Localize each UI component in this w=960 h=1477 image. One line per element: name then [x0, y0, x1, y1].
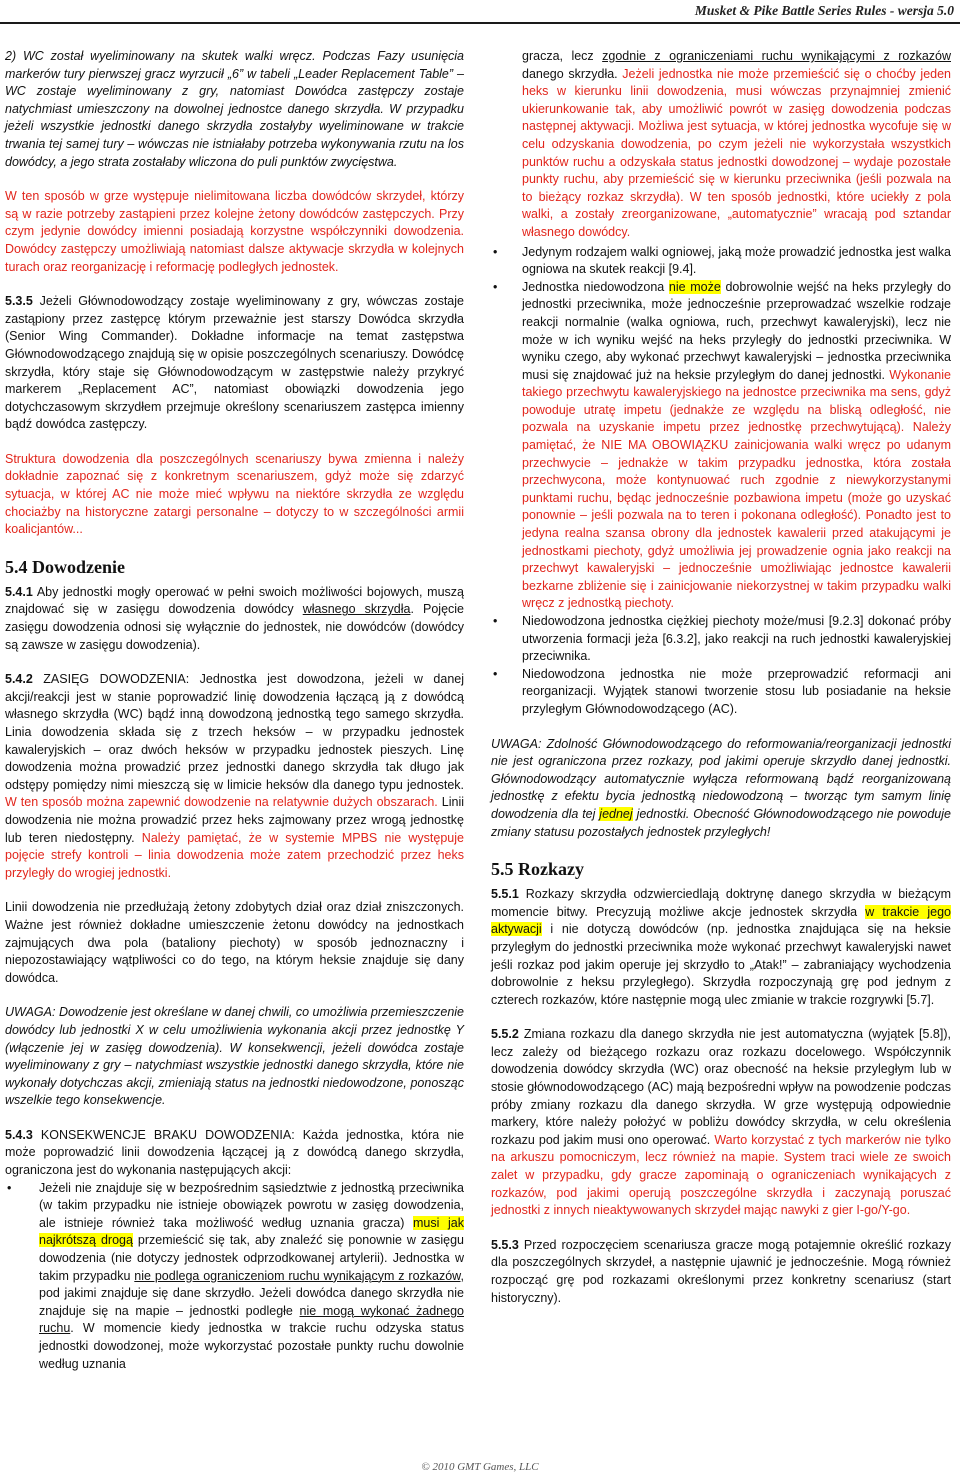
text-span: Przed rozpoczęciem scenariusza gracze mogą potajemnie określić rozkazy dla poszczególnych skrzydeł, a następnie ujawnić je jednocześnie. Mogą również rozpocząć grę pod rozkazami określonymi przez konkretny scenariusz (start historyczny). — [491, 1237, 951, 1305]
text-span: Jednostka niedowodzona — [522, 279, 669, 294]
underlined-text: nie podlega ograniczeniom ruchu wynikającym z rozkazów — [134, 1268, 461, 1283]
paragraph-5-5-3 — [491, 1237, 951, 1307]
paragraph-5-5-2 — [491, 1026, 951, 1220]
text-span: , pod jakimi znajduje się dane skrzydło. Jeżeli dowódca danego skrzydła nie znajduje się na mapie – jednostki podległe — [39, 1268, 464, 1318]
red-text: Należy pamiętać, że w systemie MPBS nie występuje pojęcie strefy kontroli – linia dowodzenia może zatem przechodzić przez heks przyległy do wrogiej jednostki. — [5, 830, 464, 880]
page-header — [0, 0, 960, 24]
text-span: Jeżeli Głównodowodzący zostaje wyeliminowany z gry, wówczas zostaje zastąpiony przez zastępcę którym przeważnie jest starszy Dowódca skrzydła (Senior Wing Commander). Dokładne informacje na temat zastępstwa Głównodowodzącego znajdują się w opisie poszczególnych scenariuszy. Dowódcę skrzydła, który staje się Głównodowodzącym w zastępstwie należy przykryć markerem „Replacement AC”, natomiast obowiązki dowodzenia jego dotychczasowym skrzydłem przejmuje określony scenariuszem zastępca imienny bądź dowódca zastępczy. — [5, 294, 464, 432]
text-span: . W momencie kiedy jednostka w trakcie ruchu odzyska status jednostki dowodzonej, może wykorzystać pozostałe punkty ruchu dowolnie według uznania — [39, 1321, 464, 1371]
text-span: Rozkazy skrzydła odzwierciedlają doktrynę danego skrzydła w bieżącym momencie bitwy. Precyzują możliwe akcje jednostek skrzydła — [491, 887, 951, 919]
section-heading-5-5: 5.5 Rozkazy — [491, 859, 584, 880]
paragraph-command-structure: Struktura dowodzenia dla poszczególnych scenariuszy bywa zmienna i należy dokładnie zapoznać się z konkretnym scenariuszem, gdyż może się zdarzyć sytuacja, w której AC nie może mieć wpływu na niektóre skrzydła ze względu chociażby na historyczne zatargi personalne – dotyczy to w szczególności armii koalicjantów... — [5, 451, 464, 537]
red-text: Wykonanie takiego przechwytu kawaleryjskiego na jednostce przeciwnika ma sens, gdyż powoduje utratę impetu (jednakże ze względu na bliską odległość, nie pozwala na uzyskanie impetu przez jednostkę przechwytującą). Należy pamiętać, że NIE MA OBOWIĄZKU zainicjowania walki wręcz po udanym przechwycie – jednakże w takim przypadku jednostka, która została przechwycona, może kontynuować ruch zgodnie z niewykorzystanymi punktami ruchu, będąc jednocześnie pozbawiona impetu (może go uzyskać ponownie – jeśli pozwala na to teren i pokonana odległość). Ponadto jest to jedyna realna szansa obrony dla jednostek kawalerii przed atakującymi je jednostkami piechoty, gdyż umożliwia jej prowadzenie ognia jako reakcji na przechwyt kawaleryjski – jednocześnie umożliwiając jednostce kawalerii bezkarne zbliżenie się i zainicjowanie niekorzystnej w takim przypadku walki wręcz z jednostką piechoty. — [522, 367, 951, 611]
bullet-icon: • — [493, 244, 498, 259]
red-text: Jeżeli jednostka nie może przemieścić się o choćby jeden heks w kierunku linii dowodzenia, musi wówczas przynajmniej zmienić ukierunkowanie tak, aby umożliwić powrót w zasięg dowodzenia podczas następnej aktywacji. Możliwa jest sytuacja, w której jednostka wycofuje się w celu odzyskania dowodzenia, po czym jeżeli nie wykorzystała wszystkich punktów ruchu a odzyskała status jednostki dowodzonej – wydaje pozostałe punkty ruchu, aby przemieścić się w kierunku przeciwnika (jeśli pozwala na to bieżący rozkaz skrzydła). W ten sposób jednostki, które uciekły z pola walki, a zostały zreorganizowane, „automatycznie” wracają pod sztandar własnego dowódcy. — [522, 66, 951, 239]
bullet-icon: • — [493, 614, 498, 628]
paragraph-unlimited-commanders: W ten sposób w grze występuje nielimitowana liczba dowódców skrzydeł, którzy są w razie potrzeby zastąpieni przez kolejne żetony dowódców zastępczych. Przy czym jedynie dowódcy imienni posiadają korzystne współczynniki dowodzenia. Dowódcy zastępczy umożliwiają natomiast dalsze aktywacje skrzydła w kolejnych turach oraz reorganizację i reformację podległych jednostek. — [5, 189, 464, 274]
text-span: Aby jednostki mogły operować w pełni swoich możliwości bojowych, muszą znajdować się w zasięgu dowodzenia dowódcy — [5, 584, 464, 617]
paragraph-5-4-3 — [5, 1127, 464, 1180]
paragraph-5-4-2 — [5, 671, 464, 882]
paragraph-5-4-1 — [5, 584, 464, 654]
text-span: 2) WC został wyeliminowany na skutek walki wręcz. Podczas Fazy usunięcia markerów tury pierwszej gracz wyrzucił „6” w tabeli „Leader Replacement Table” – WC zostaje wyeliminowany z gry, natomiast Dowódca zastępczy zostaje natychmiast umieszczony na dowolnej jednostce danego skrzydła. W przypadku jeżeli wszystkie jednostki danego skrzydła zostałyby wyeliminowane w trakcie trwania tej samej tury – wówczas nie istniałaby potrzeba wykonywania rzutu na los dowódcy, a jego strata zostałaby wliczona do puli punktów zwycięstwa. — [5, 49, 464, 169]
underlined-text: własnego skrzydła — [302, 602, 411, 617]
bullet-list-continued — [491, 48, 951, 719]
rule-number: 5.5.2 — [491, 1027, 519, 1042]
list-item — [491, 613, 951, 666]
underlined-text: nie mogą wykonać żadnego ruchu — [39, 1303, 464, 1336]
list-item — [491, 244, 951, 279]
header-rule — [0, 22, 960, 24]
note-uwaga-command: UWAGA: Dowodzenie jest określane w danej chwili, co umożliwia przemieszczenie dowódcy lub jednostki X w celu umożliwienia wykonania akcji przez jednostkę Y (włączenie jej w zasięg dowodzenia). W konsekwencji, jeżeli dowódca zostaje wyeliminowany z gry – natychmiast wszystkie jednostki danego skrzydła, które nie wykonały dotychczas akcji, zmieniają status na jednostki niedowodzone, ponosząc wszelkie tego konsekwencje. — [5, 1005, 464, 1108]
paragraph-5-3-5 — [5, 293, 464, 434]
spacer — [491, 719, 951, 736]
rule-number: 5.4.3 — [5, 1127, 33, 1142]
left-column — [5, 48, 464, 1390]
text-span: Zmiana rozkazu dla danego skrzydła nie jest automatyczna (wyjątek [5.8]), lecz zależy od bieżącego rozkazu oraz rozkazu docelowego. Współczynnik dowodzenia dowódcy skrzydła (WC) oraz obecność na heksie przyległym lub w stosie głównodowodzącego (AC) mają bezpośredni wpływ na powodzenie podczas próby zmiany rozkazu dla danego skrzydła. W grze występują odpowiednie markery, które należy położyć w pobliżu dowódcy skrzydła, w celu określenia rozkazu pod jakim musi ono operować. — [491, 1027, 951, 1147]
right-column — [491, 48, 951, 1324]
text-span: dobrowolnie wejść na heks przyległy do jednostki przeciwnika, może jednocześnie przeprowadzać wszelkie rodzaje reakcji normalnie (walka ogniowa, ruch, przechwyt kawaleryjski), lecz nie może w ich wyniku wejść na heks przyległy do jednostki przeciwnika. W wyniku czego, aby wykonać przechwyt kawaleryjski – jednostka przeciwnika musi się znajdować już na heksie przyległym do danej jednostki. — [522, 279, 951, 382]
header-title: Musket & Pike Battle Series Rules - wersja 5.0 — [694, 3, 954, 18]
bullet-icon: • — [493, 279, 498, 294]
text-span: UWAGA: Zdolność Głównodowodzącego do reformowania/reorganizacji jednostki nie jest ograniczona przez rozkazy, pod jakimi operuje skrzydło danej jednostki. Głównodowodzący automatycznie wyłącza reformowaną bądź reorganizowaną jednostkę z efektu bycia jednostką niedowodzoną – tworząc tym samym linię dowodzenia dla tej — [491, 736, 951, 821]
paragraph-wc-eliminated — [5, 48, 464, 171]
text-span: jednostki. Obecność Głównodowodzącego nie powoduje zmiany statusu pozostałych jednostek przyległych! — [491, 806, 951, 839]
text-span: ZASIĘG DOWODZENIA: Jednostka jest dowodzona, jeżeli w danej akcji/reakcji jest w stanie poprowadzić linię dowodzenia łączącą ją z dowódcą własnego skrzydła (WC) bądź inną dowodzoną jednostką tego samego skrzydła. Linia dowodzenia składa się z trzech heksów – w przypadku jednostek kawaleryjskich – oraz dwóch heksów w przypadku jednostek pieszych. Linę dowodzenia można prowadzić przez jednostki danego skrzydła tak długo jak odstępy pomiędzy nimi mieszczą się w limicie heksów dla danego typu jednostek. — [5, 672, 464, 792]
highlighted-text: w trakcie jego aktywacji — [491, 904, 951, 937]
highlighted-text: jednej — [599, 806, 633, 821]
rule-number: 5.5.3 — [491, 1237, 519, 1252]
text-span: danego skrzydła. — [522, 66, 623, 81]
text-span: gracza, lecz — [522, 49, 603, 63]
red-text: Warto korzystać z tych markerów nie tylko na arkuszu pomocniczym, lecz również na mapie. System traci wiele ze swoich zalet w przypadku, gdy gracze zapominają o ograniczeniach wynikających z rozkazów, pod jakimi operują poszczególne skrzydła i zaczynają poruszać jednostki z innych nieaktywowanych skrzydeł mając nawyki z gier I-go/Y-go. — [491, 1132, 951, 1218]
rule-number: 5.3.5 — [5, 294, 33, 309]
text-span: Jedynym rodzajem walki ogniowej, jaką może prowadzić jednostka jest walka ogniowa na skutek reakcji [9.4]. — [522, 244, 951, 277]
section-heading-5-4: 5.4 Dowodzenie — [5, 556, 125, 577]
text-span: Niedowodzona jednostka ciężkiej piechoty może/musi [9.2.3] dokonać próby utworzenia formacji jeża [6.3.2], jako reakcji na ruch jednostki kawaleryjskiej przeciwnika. — [522, 614, 951, 664]
text-span: przemieścić się tak, aby znaleźć się ponownie w zasięgu dowodzenia (nie dotyczy jednostek odprzodkowanej artylerii). Jednostka w takim przypadku — [39, 1233, 464, 1283]
rule-number: 5.4.1 — [5, 584, 33, 599]
bullet-icon: • — [493, 666, 498, 681]
paragraph-command-line-extension: Linii dowodzenia nie przedłużają żetony zdobytych dział oraz dział zniszczonych. Ważne jest również dokładne umieszczenie żetonu dowódcy na jednostkach zajmujących dwa pola (bataliony piechoty) w sposób jednoznaczny i niepozostawiający wątpliwości co do tego, na którym heksie znajduje się dany dowódca. — [5, 900, 464, 985]
rule-number: 5.5.1 — [491, 887, 519, 902]
highlighted-text: musi jak najkrótszą drogą — [39, 1215, 464, 1248]
bullet-icon: • — [7, 1180, 12, 1195]
red-text: W ten sposób można zapewnić dowodzenie na relatywnie dużych obszarach. — [5, 795, 438, 810]
text-span: Linii dowodzenia nie można prowadzić przez heks zajmowany przez wrogą jednostkę lub teren niedostępny. — [5, 795, 465, 845]
bullet-list-no-command — [5, 1180, 464, 1374]
text-span: Niedowodzona jednostka nie może przeprowadzić reformacji ani reorganizacji. Wyjątek stanowi tworzenie stosu lub posiadanie na heksie przyległym Głównodowodzącego (AC). — [522, 666, 951, 716]
list-item — [491, 48, 951, 242]
highlighted-text: nie może — [668, 279, 721, 294]
list-item — [491, 279, 951, 613]
underlined-text: zgodnie z ograniczeniami ruchu wynikającymi z rozkazów — [602, 49, 951, 63]
paragraph-5-5-1 — [491, 886, 951, 1009]
text-span: . Pojęcie zasięgu dowodzenia odnosi się wyłącznie do jednostek, nie dowódców (dowódcy są zawsze w zasięgu dowodzenia). — [5, 602, 465, 652]
text-span: Jeżeli nie znajduje się w bezpośrednim sąsiedztwie z jednostką przeciwnika (w takim przypadku nie istnieje obowiązek powrotu w zasięg dowodzenia, ale istnieje również taka możliwość według uznania gracza) — [39, 1180, 464, 1230]
text-span: i nie dotyczą dowódców (np. jednostka znajdująca się na heksie przyległym do jednostki przeciwnika może wykonać przechwyt kawaleryjski nawet jeśli rozkaz pod jakim operuje jej skrzydło to „Atak!” – zabraniający wychodzenia dobrowolnie z heksu przyległego). Skrzydła rozpoczynają grę pod jednym z czterech rozkazów, które następnie mogą ulec zmianie w trakcie rozgrywki [5.7]. — [491, 922, 951, 1007]
note-uwaga-ac — [491, 736, 951, 842]
page-footer: © 2010 GMT Games, LLC — [421, 1461, 539, 1473]
rule-number: 5.4.2 — [5, 672, 33, 687]
list-item — [491, 666, 951, 719]
text-span: KONSEKWENCJE BRAKU DOWODZENIA: Każda jednostka, która nie może poprowadzić linii dowodzenia łączącej ją z dowódcą danego skrzydła, ograniczona jest do wykonania następujących akcji: — [5, 1127, 464, 1178]
list-item — [5, 1180, 464, 1374]
